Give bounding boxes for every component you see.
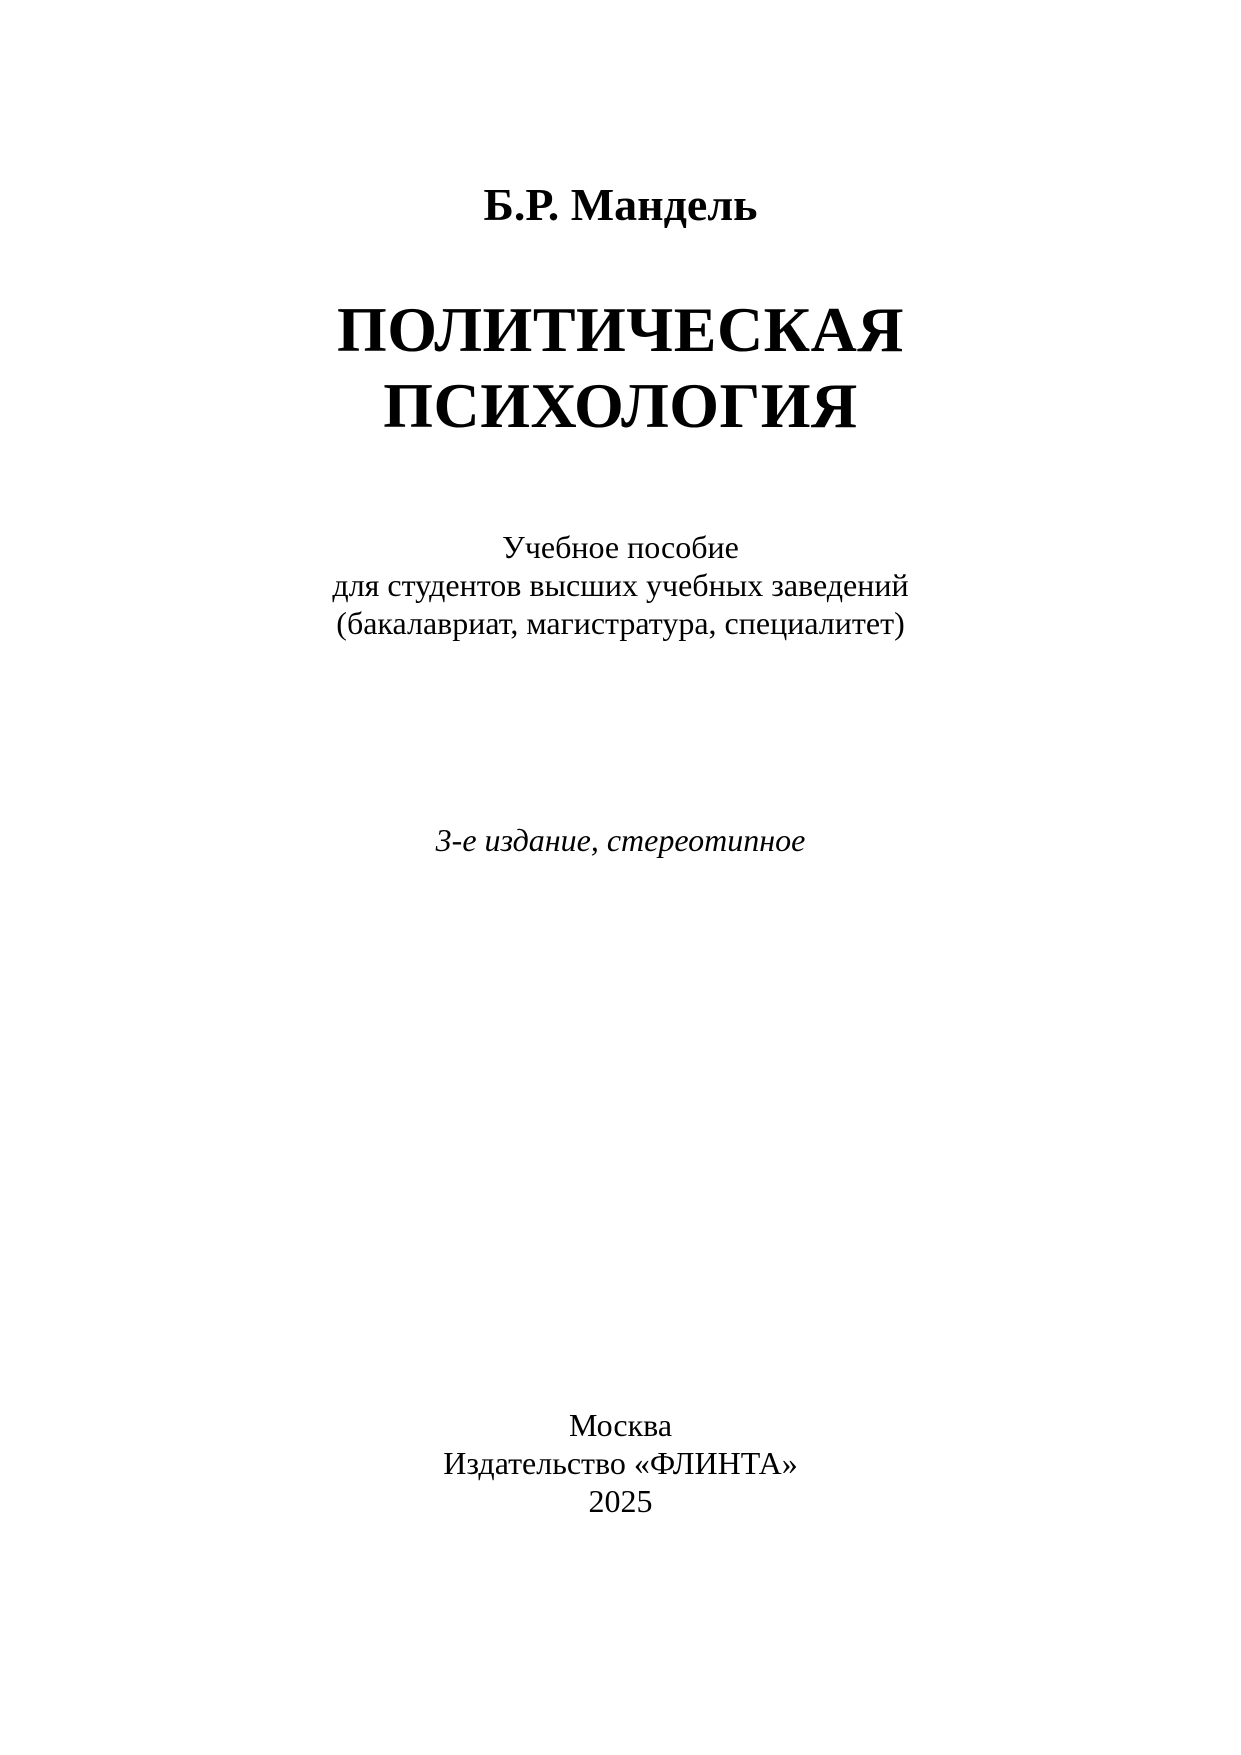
imprint-city: Москва — [568, 1407, 673, 1443]
imprint-publisher: Издательство «ФЛИНТА» — [443, 1445, 798, 1481]
edition-note: 3-е издание, стереотипное — [435, 822, 806, 858]
imprint-block — [0, 1406, 1241, 1520]
subtitle-line-3: (бакалавриат, магистратура, специалитет) — [336, 605, 905, 641]
author-name: Б.Р. Мандель — [483, 179, 758, 230]
subtitle-line-1: Учебное пособие — [502, 529, 739, 565]
subtitle-line-2: для студентов высших учебных заведений — [332, 567, 909, 603]
imprint-year: 2025 — [588, 1483, 653, 1519]
book-subtitle — [0, 528, 1241, 642]
book-title — [0, 292, 1241, 444]
book-title-line-1: ПОЛИТИЧЕСКАЯ — [336, 294, 905, 365]
book-title-line-2: ПСИХОЛОГИЯ — [383, 370, 858, 441]
